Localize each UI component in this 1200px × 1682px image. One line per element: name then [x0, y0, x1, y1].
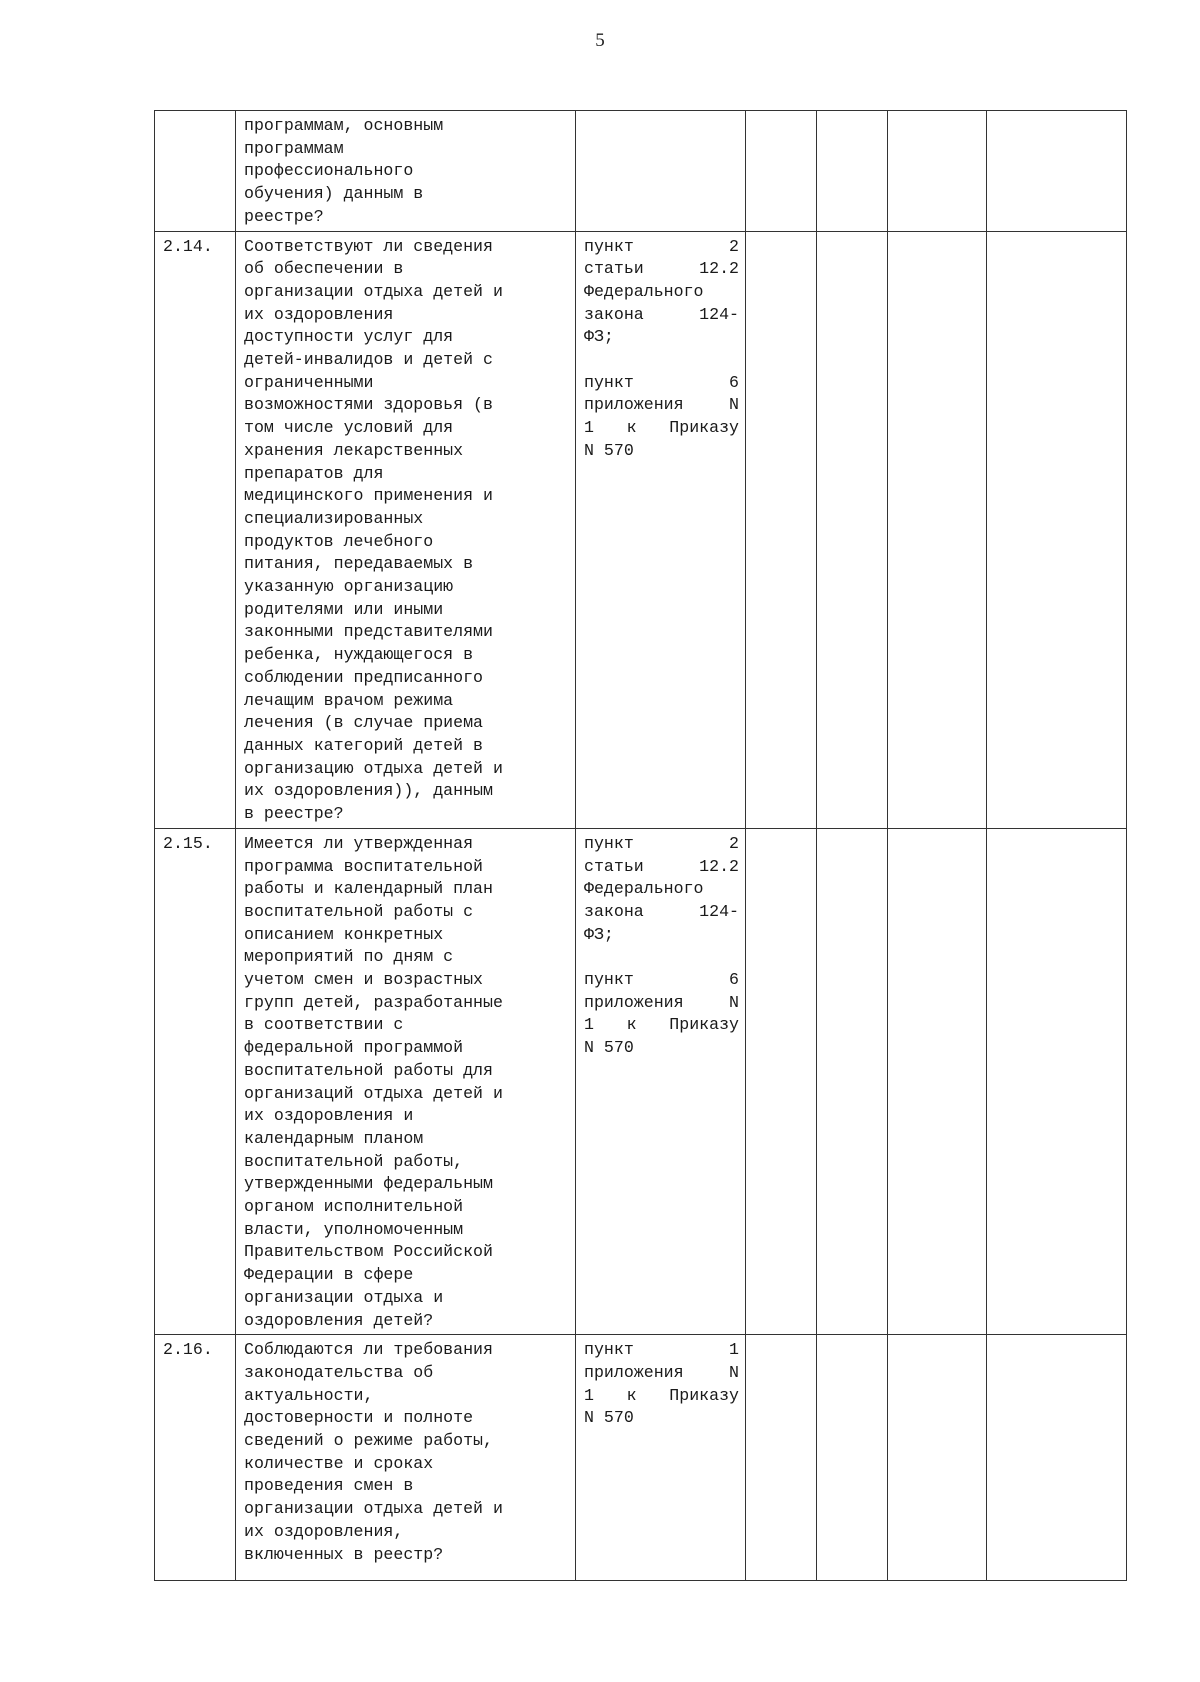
question-line: обучения) данным в [244, 184, 424, 204]
question-line: продуктов лечебного [244, 531, 434, 551]
reference-line: статьи 12.2 [584, 259, 739, 279]
reference-line: приложения N [584, 395, 739, 415]
blank-cell [817, 1335, 888, 1581]
question-line: учетом смен и возрастных [244, 970, 483, 990]
question-text [236, 111, 576, 232]
question-line: программам, основным [244, 116, 444, 135]
question-line: организации отдыха детей и [244, 1499, 503, 1519]
question-line: сведений о режиме работы, [244, 1431, 493, 1451]
question-line: питания, передаваемых в [244, 554, 474, 574]
blank-cell [987, 111, 1127, 232]
reference-line: статьи 12.2 [584, 856, 739, 876]
reference-line: закона 124- [584, 304, 739, 324]
reference-line: Федерального [584, 879, 704, 899]
question-line: организаций отдыха детей и [244, 1083, 503, 1103]
question-line: организации отдыха и [244, 1287, 444, 1307]
question-line: включенных в реестр? [244, 1544, 444, 1564]
question-line: доступности услуг для [244, 327, 454, 347]
question-line: в соответствии с [244, 1015, 404, 1035]
question-line: ребенка, нуждающегося в [244, 645, 474, 665]
blank-cell [987, 231, 1127, 828]
question-line: Федерации в сфере [244, 1265, 414, 1285]
reference-line: ФЗ; [584, 327, 614, 347]
question-line: работы и календарный план [244, 879, 493, 899]
question-line: лечения (в случае приема [244, 713, 483, 733]
table-row [155, 828, 1127, 1334]
blank-cell [746, 828, 817, 1334]
question-line: об обеспечении в [244, 259, 404, 279]
question-line: возможностями здоровья (в [244, 395, 493, 415]
question-line: воспитательной работы с [244, 901, 474, 921]
question-line: Правительством Российской [244, 1242, 493, 1262]
question-line: препаратов для [244, 463, 384, 483]
question-line: в реестре? [244, 804, 344, 824]
question-line: ограниченными [244, 372, 374, 392]
reference-block [584, 372, 739, 463]
question-line: власти, уполномоченным [244, 1219, 464, 1239]
reference-line: пункт 2 [584, 833, 739, 853]
reference-line: 1 к Приказу [584, 1385, 739, 1405]
reference-line: 1 к Приказу [584, 1015, 739, 1035]
blank-cell [987, 1335, 1127, 1581]
reference-line: N 570 [584, 1408, 634, 1428]
reference-line: ФЗ; [584, 924, 614, 944]
table-row [155, 1335, 1127, 1581]
reference-block [584, 833, 739, 947]
question-line: указанную организацию [244, 577, 454, 597]
question-line: их оздоровления и [244, 1106, 414, 1126]
question-line: групп детей, разработанные [244, 992, 503, 1012]
question-line: законными представителями [244, 622, 493, 642]
question-line: оздоровления детей? [244, 1310, 434, 1330]
question-line: реестре? [244, 206, 324, 226]
reference-line: приложения N [584, 1362, 739, 1382]
page-number: 5 [595, 30, 605, 51]
question-line: программа воспитательной [244, 856, 483, 876]
question-line: организации отдыха детей и [244, 281, 503, 301]
item-number: 2.15. [155, 828, 236, 1334]
question-line: федеральной программой [244, 1038, 464, 1058]
reference-block [584, 1339, 739, 1430]
question-line: мероприятий по дням с [244, 947, 454, 967]
question-line: достоверности и полноте [244, 1408, 474, 1428]
question-line: календарным планом [244, 1128, 424, 1148]
question-line: лечащим врачом режима [244, 690, 454, 710]
question-line: их оздоровления)), данным [244, 781, 493, 801]
blank-cell [888, 111, 987, 232]
question-line: Соответствуют ли сведения [244, 236, 493, 256]
blank-cell [817, 828, 888, 1334]
blank-cell [817, 111, 888, 232]
question-text [236, 828, 576, 1334]
question-line: описанием конкретных [244, 924, 444, 944]
question-line: их оздоровления, [244, 1521, 404, 1541]
question-line: количестве и сроках [244, 1453, 434, 1473]
reference-line: закона 124- [584, 901, 739, 921]
question-line: законодательства об [244, 1362, 434, 1382]
reference-line: пункт 6 [584, 372, 739, 392]
question-line: проведения смен в [244, 1476, 414, 1496]
blank-cell [817, 231, 888, 828]
question-line: данных категорий детей в [244, 735, 483, 755]
question-line: соблюдении предписанного [244, 667, 483, 687]
question-text [236, 1335, 576, 1581]
question-line: медицинского применения и [244, 486, 493, 506]
blank-cell [888, 231, 987, 828]
reference-line: пункт 1 [584, 1340, 739, 1360]
question-line: том числе условий для [244, 418, 454, 438]
legal-reference [576, 111, 746, 232]
question-line: детей-инвалидов и детей с [244, 350, 493, 370]
question-line: организацию отдыха детей и [244, 758, 503, 778]
reference-block [584, 236, 739, 350]
blank-cell [888, 1335, 987, 1581]
blank-cell [888, 828, 987, 1334]
reference-line: пункт 6 [584, 970, 739, 989]
legal-reference [576, 1335, 746, 1581]
question-line: профессионального [244, 161, 414, 181]
reference-line: 1 к Приказу [584, 418, 739, 438]
reference-block [584, 969, 739, 1060]
reference-line: приложения N [584, 992, 739, 1012]
reference-line: N 570 [584, 1038, 634, 1058]
reference-line: пункт 2 [584, 236, 739, 256]
table-row [155, 111, 1127, 232]
blank-cell [746, 1335, 817, 1581]
checklist-table [154, 110, 1127, 1581]
legal-reference [576, 231, 746, 828]
blank-cell [746, 111, 817, 232]
blank-cell [987, 828, 1127, 1334]
question-line: программам [244, 138, 344, 158]
item-number: 2.14. [155, 231, 236, 828]
question-line: Имеется ли утвержденная [244, 833, 474, 853]
question-line: воспитательной работы, [244, 1151, 464, 1171]
question-text [236, 231, 576, 828]
table-row [155, 231, 1127, 828]
blank-cell [746, 231, 817, 828]
question-line: специализированных [244, 508, 424, 528]
item-number [155, 111, 236, 232]
question-line: актуальности, [244, 1385, 374, 1405]
question-line: Соблюдаются ли требования [244, 1340, 493, 1360]
reference-line: N 570 [584, 440, 634, 460]
question-line: родителями или иными [244, 599, 444, 619]
question-line: органом исполнительной [244, 1197, 464, 1217]
question-line: воспитательной работы для [244, 1060, 493, 1080]
question-line: утвержденными федеральным [244, 1174, 493, 1194]
question-line: их оздоровления [244, 304, 394, 324]
question-line: хранения лекарственных [244, 440, 464, 460]
item-number: 2.16. [155, 1335, 236, 1581]
reference-line: Федерального [584, 281, 704, 301]
legal-reference [576, 828, 746, 1334]
